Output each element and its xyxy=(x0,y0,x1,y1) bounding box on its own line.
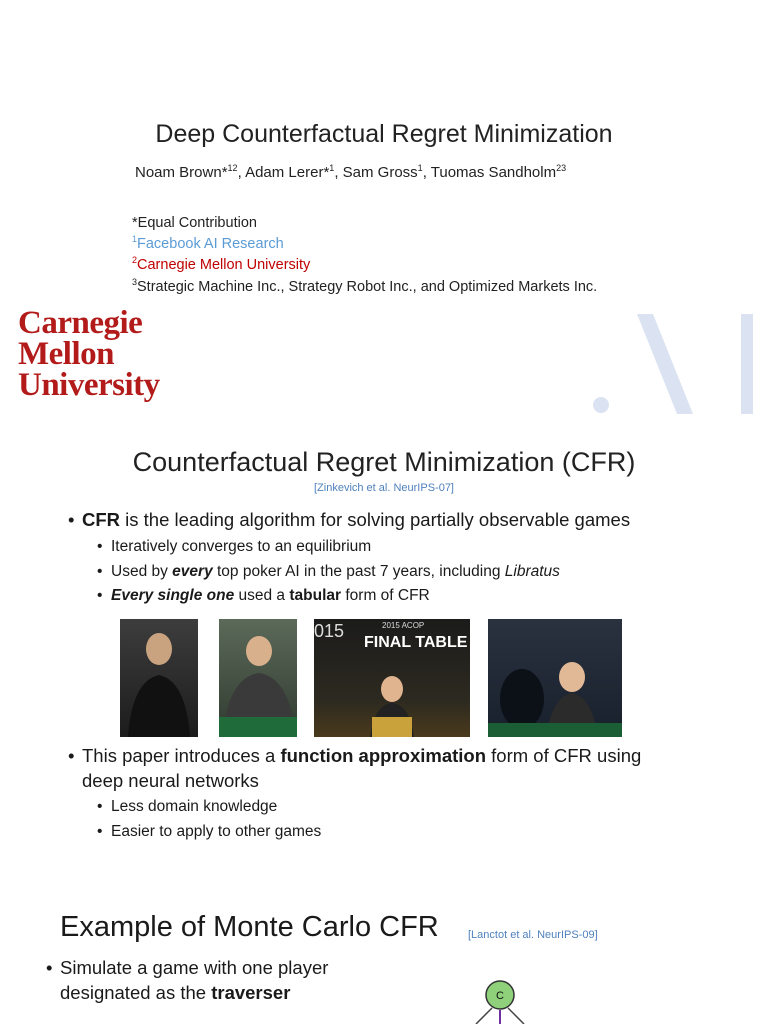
sub-bullet-used-by: • Used by every top poker AI in the past 7 years, including Libratus xyxy=(111,563,560,581)
slide1-title: Deep Counterfactual Regret Minimization xyxy=(155,120,613,148)
bullet-cfr-leading: • CFR is the leading algorithm for solving partially observable games xyxy=(82,509,630,531)
author-affiliation-sup: 1 xyxy=(329,163,335,173)
affiliation-equal-contribution: *Equal Contribution xyxy=(132,215,257,231)
slide2-title: Counterfactual Regret Minimization (CFR) xyxy=(132,447,636,477)
author-name: Adam Lerer* xyxy=(245,164,330,181)
sub-bullet-tabular: • Every single one used a tabular form of CFR xyxy=(111,587,430,605)
photo-final-table: 015 2015 ACOP FINAL TABLE xyxy=(314,619,470,737)
bullet-simulate-game-line2: designated as the traverser xyxy=(60,982,291,1003)
chance-node-label: C xyxy=(496,990,504,1002)
affiliation-strategic-machine: $^3$Strategic Machine Inc., Strategy Robot Inc., and Optimized Markets Inc. xyxy=(132,277,598,295)
cmu-logo: Carnegie Mellon University xyxy=(18,305,160,403)
sub-bullet-domain-knowledge: • Less domain knowledge xyxy=(111,798,277,816)
bullet-function-approximation: • This paper introduces a function approximation form of CFR using xyxy=(82,745,641,767)
facebook-ai-logo-icon xyxy=(585,306,768,418)
affiliation-facebook: $^1$Facebook AI Research xyxy=(132,234,284,252)
author-name: Tuomas Sandholm xyxy=(430,164,557,181)
photo-poker-player-2 xyxy=(219,619,297,737)
bullet-simulate-game: • Simulate a game with one player xyxy=(60,957,328,979)
photo-poker-player-1 xyxy=(120,619,198,737)
sub-bullet-converges: • Iteratively converges to an equilibrium xyxy=(111,538,371,556)
slide3-title: Example of Monte Carlo CFR xyxy=(60,911,439,943)
game-tree-diagram xyxy=(470,978,530,1024)
photo-poker-player-4 xyxy=(488,619,622,737)
citation-lanctot[interactable]: [Lanctot et al. NeurIPS-09] xyxy=(468,929,598,941)
sub-bullet-other-games: • Easier to apply to other games xyxy=(111,823,321,841)
author-affiliation-sup: 1 xyxy=(417,163,423,173)
author-affiliation-sup: 12 xyxy=(227,163,238,173)
affiliation-cmu: $^2$Carnegie Mellon University xyxy=(132,255,311,273)
bullet-function-approximation-line2: deep neural networks xyxy=(82,770,259,791)
author-affiliation-sup: 23 xyxy=(556,163,567,173)
author-list: Noam Brown*$^{12}$, Adam Lerer*$^1$, Sam Gross$^1$, Tuomas Sandholm$^{23}$ xyxy=(135,163,567,181)
author-name: Noam Brown* xyxy=(135,164,228,181)
citation-zinkevich[interactable]: [Zinkevich et al. NeurIPS-07] xyxy=(313,482,454,494)
author-name: Sam Gross xyxy=(342,164,418,181)
